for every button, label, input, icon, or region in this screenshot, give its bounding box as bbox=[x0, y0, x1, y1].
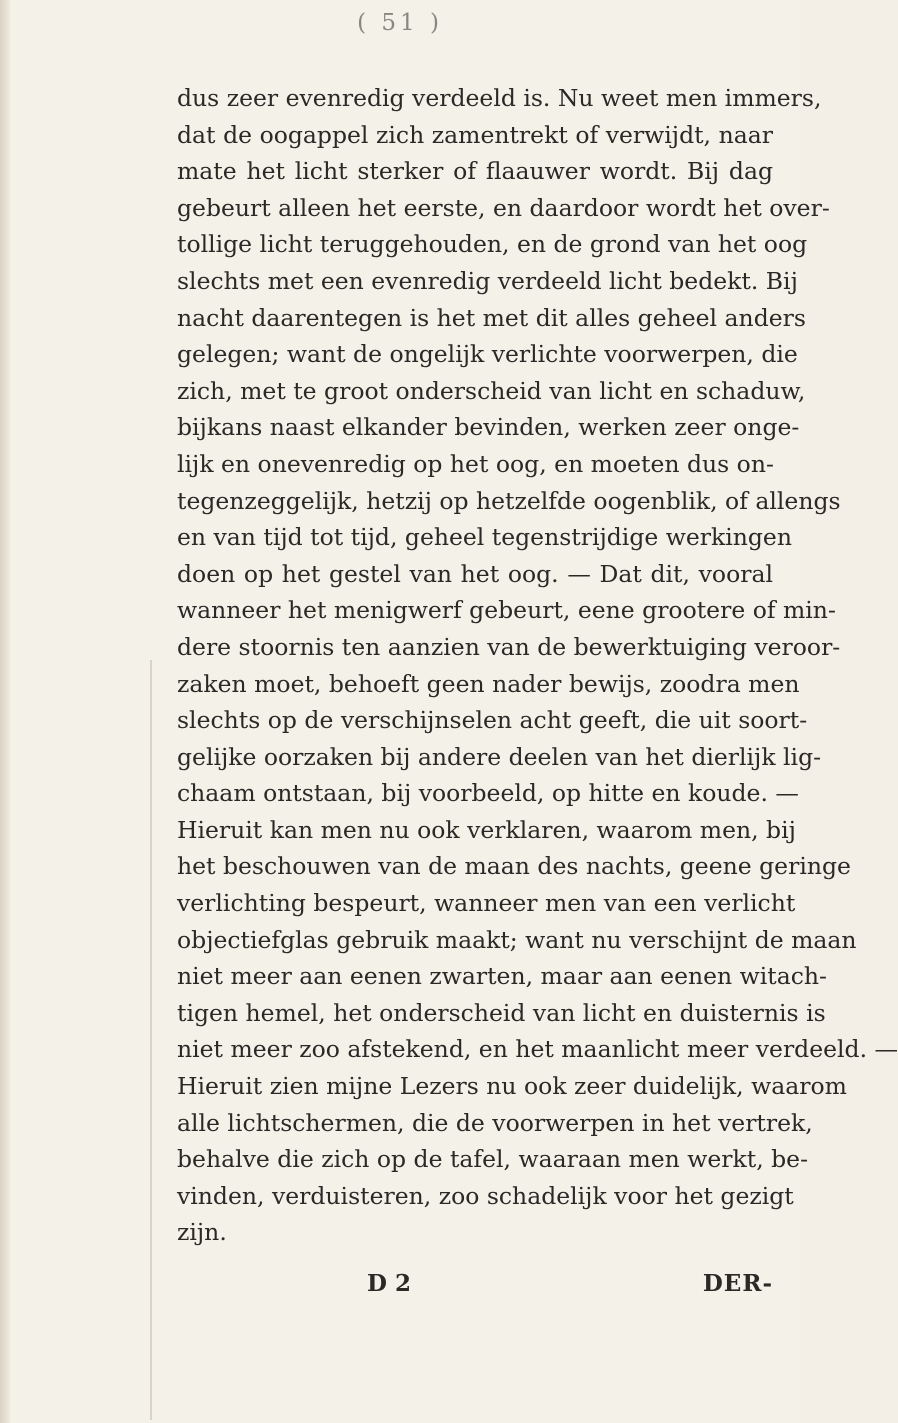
text-line: Hieruit kan men nu ook verklaren, waarom men, bij bbox=[177, 815, 796, 844]
text-line: behalve die zich op de tafel, waaraan men werkt, be- bbox=[177, 1145, 809, 1174]
page-number: ( 51 ) bbox=[357, 10, 443, 36]
text-line: zich, met te groot onderscheid van licht en schaduw, bbox=[177, 376, 806, 405]
text-line: tollige licht teruggehouden, en de grond van het oog bbox=[177, 230, 808, 259]
text-line: Hieruit zien mijne Lezers nu ook zeer duidelijk, waarom bbox=[177, 1072, 847, 1101]
page-gutter-shadow bbox=[0, 0, 10, 1423]
body-text bbox=[177, 80, 898, 1251]
signature-mark: D 2 bbox=[367, 1270, 411, 1297]
text-line: wanneer het menigwerf gebeurt, eene grootere of min- bbox=[177, 596, 836, 625]
text-line: mate het licht sterker of flaauwer wordt. Bij dag bbox=[177, 157, 773, 186]
text-line: zaken moet, behoeft geen nader bewijs, zoodra men bbox=[177, 669, 800, 698]
text-line: alle lichtschermen, die de voorwerpen in het vertrek, bbox=[177, 1108, 813, 1137]
text-line: gebeurt alleen het eerste, en daardoor wordt het over- bbox=[177, 193, 830, 222]
text-line: lijk en onevenredig op het oog, en moeten dus on- bbox=[177, 449, 774, 478]
text-line: het beschouwen van de maan des nachts, geene geringe bbox=[177, 852, 851, 881]
text-line: dere stoornis ten aanzien van de bewerktuiging veroor- bbox=[177, 632, 841, 661]
text-line: chaam ontstaan, bij voorbeeld, op hitte en koude. — bbox=[177, 779, 799, 808]
text-line: zijn. bbox=[177, 1218, 227, 1247]
text-line: dat de oogappel zich zamentrekt of verwijdt, naar bbox=[177, 120, 773, 149]
text-line: niet meer zoo afstekend, en het maanlicht meer verdeeld. — bbox=[177, 1035, 898, 1064]
text-line: bijkans naast elkander bevinden, werken zeer onge- bbox=[177, 413, 800, 442]
text-line: nacht daarentegen is het met dit alles geheel anders bbox=[177, 303, 806, 332]
page-footer bbox=[177, 1270, 773, 1306]
text-line: dus zeer evenredig verdeeld is. Nu weet men immers, bbox=[177, 84, 822, 112]
text-line: gelegen; want de ongelijk verlichte voorwerpen, die bbox=[177, 340, 798, 369]
text-line: tigen hemel, het onderscheid van licht en duisternis is bbox=[177, 998, 826, 1027]
text-line: niet meer aan eenen zwarten, maar aan eenen witach- bbox=[177, 962, 827, 991]
binding-margin-mark bbox=[150, 660, 162, 1420]
text-line: objectiefglas gebruik maakt; want nu verschijnt de maan bbox=[177, 925, 857, 954]
text-line: vinden, verduisteren, zoo schadelijk voor het gezigt bbox=[177, 1181, 794, 1210]
catchword: DER- bbox=[702, 1270, 773, 1297]
text-line: gelijke oorzaken bij andere deelen van het dierlijk lig- bbox=[177, 742, 822, 771]
text-line: slechts met een evenredig verdeeld licht bedekt. Bij bbox=[177, 266, 798, 295]
text-line: slechts op de verschijnselen acht geeft, die uit soort- bbox=[177, 706, 808, 735]
text-line: en van tijd tot tijd, geheel tegenstrijdige werkingen bbox=[177, 523, 792, 552]
text-line: doen op het gestel van het oog. — Dat dit, vooral bbox=[177, 559, 773, 588]
text-line: tegenzeggelijk, hetzij op hetzelfde oogenblik, of allengs bbox=[177, 486, 841, 515]
text-line: verlichting bespeurt, wanneer men van een verlicht bbox=[177, 889, 796, 918]
